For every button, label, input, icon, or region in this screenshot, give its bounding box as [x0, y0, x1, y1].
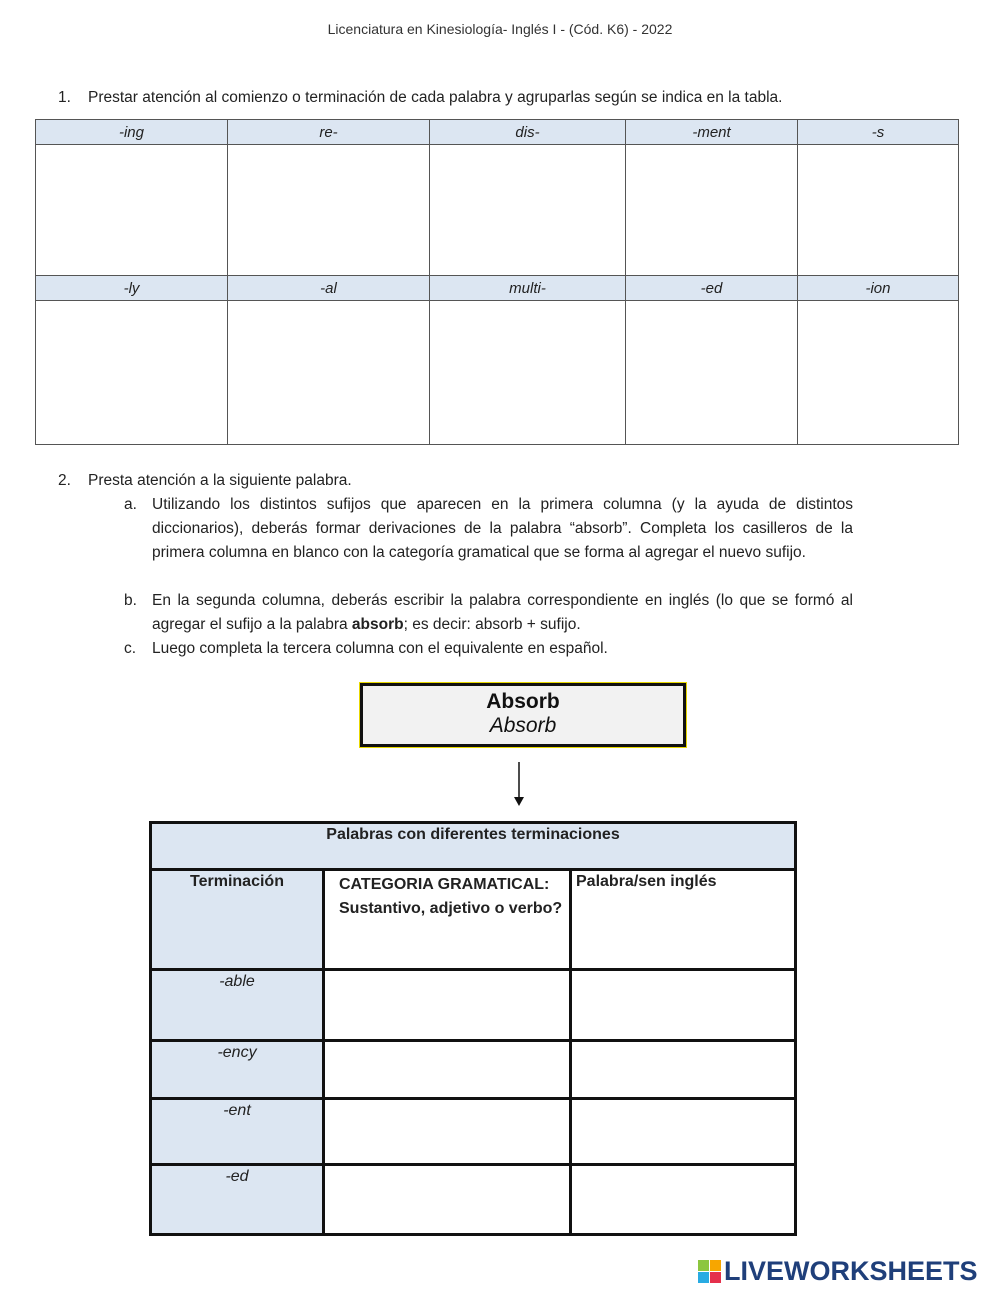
affix-table: [35, 119, 959, 445]
col-header-categoria: CATEGORIA GRAMATICAL: Sustantivo, adjetivo o verbo?: [324, 870, 571, 970]
affix-header: -ment: [626, 120, 798, 145]
suffix-cell: -ed: [151, 1165, 324, 1235]
answer-cell[interactable]: [324, 1165, 571, 1235]
q2b-text-start: En la segunda columna, deberás escribir la palabra correspondiente en inglés (lo que se formó al agregar el sufijo a la palabra: [152, 592, 853, 633]
affix-header: -al: [228, 276, 430, 301]
answer-cell[interactable]: [798, 301, 959, 445]
affix-header: re-: [228, 120, 430, 145]
q2a-label: a.: [124, 496, 137, 513]
answer-cell[interactable]: [324, 970, 571, 1041]
table-title: Palabras con diferentes terminaciones: [151, 823, 796, 870]
suffix-cell: -able: [151, 970, 324, 1041]
q2-number: 2.: [58, 472, 71, 489]
answer-cell[interactable]: [571, 1041, 796, 1099]
page-header: Licenciatura en Kinesiología- Inglés I - (Cód. K6) - 2022: [327, 21, 673, 37]
col-header-palabra: Palabra/sen inglés: [571, 870, 796, 970]
affix-header: multi-: [430, 276, 626, 301]
answer-cell[interactable]: [626, 301, 798, 445]
answer-cell[interactable]: [228, 145, 430, 276]
affix-header: -ion: [798, 276, 959, 301]
q1-instruction: Prestar atención al comienzo o terminación de cada palabra y agruparlas según se indica en la tabla.: [88, 89, 783, 106]
affix-header: -ing: [36, 120, 228, 145]
logo-text: LIVEWORKSHEETS: [724, 1256, 978, 1286]
affix-header: dis-: [430, 120, 626, 145]
word-bold: Absorb: [486, 690, 560, 713]
answer-cell[interactable]: [571, 1165, 796, 1235]
logo-blocks-icon: [698, 1260, 721, 1283]
col-header-terminacion: Terminación: [151, 870, 324, 970]
answer-cell[interactable]: [571, 1099, 796, 1165]
q1-number: 1.: [58, 89, 71, 106]
answer-cell[interactable]: [228, 301, 430, 445]
down-arrow-icon: [513, 762, 525, 806]
answer-cell[interactable]: [36, 301, 228, 445]
answer-cell[interactable]: [571, 970, 796, 1041]
liveworksheets-logo: [698, 1256, 978, 1287]
answer-cell[interactable]: [626, 145, 798, 276]
q2b-text: [152, 589, 853, 637]
answer-cell[interactable]: [324, 1041, 571, 1099]
affix-header: -s: [798, 120, 959, 145]
q2-instruction: Presta atención a la siguiente palabra.: [88, 472, 352, 489]
suffix-cell: -ent: [151, 1099, 324, 1165]
answer-cell[interactable]: [430, 301, 626, 445]
q2b-label: b.: [124, 592, 137, 609]
answer-cell[interactable]: [798, 145, 959, 276]
affix-header: -ed: [626, 276, 798, 301]
word-box: [360, 683, 686, 747]
q2a-text: Utilizando los distintos sufijos que aparecen en la primera columna (y la ayuda de distintos diccionarios), deberás formar derivaciones de la palabra “absorb”. Completa los casilleros de la primera columna en blanco con la categoría gramatical que se forma al agregar el nuevo sufijo.: [152, 496, 853, 561]
suffix-cell: -ency: [151, 1041, 324, 1099]
answer-cell[interactable]: [430, 145, 626, 276]
q2c-label: c.: [124, 640, 137, 657]
derivations-table: [149, 821, 797, 1236]
q2b-bold-word: absorb: [351, 616, 404, 633]
affix-header: -ly: [36, 276, 228, 301]
answer-cell[interactable]: [324, 1099, 571, 1165]
answer-cell[interactable]: [36, 145, 228, 276]
q2b-text-end: ; es decir: absorb + sufijo.: [403, 616, 581, 633]
q2c-text: Luego completa la tercera columna con el equivalente en español.: [152, 640, 608, 657]
word-italic: Absorb: [489, 714, 557, 737]
